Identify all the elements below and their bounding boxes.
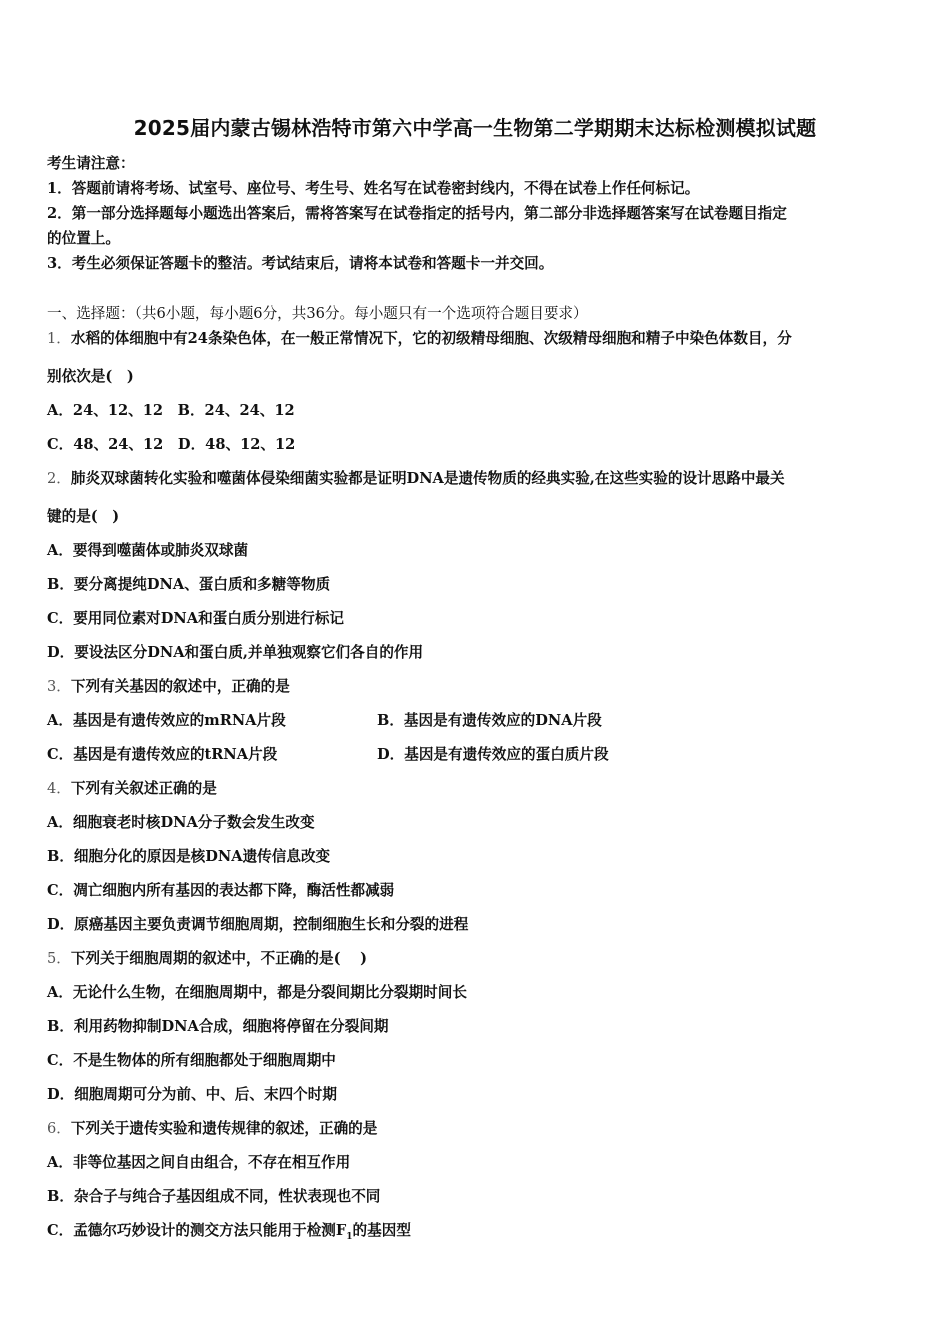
question-3-option-a: A．基因是有遗传效应的mRNA片段 — [47, 712, 286, 729]
notice-item-1: 1．答题前请将考场、试室号、座位号、考生号、姓名写在试卷密封线内，不得在试卷上作任何标记。 — [47, 180, 700, 197]
option-text: C．孟德尔巧妙设计的测交方法只能用于检测F — [47, 1222, 347, 1239]
question-number: 6． — [47, 1120, 71, 1137]
question-text: 下列关于细胞周期的叙述中，不正确的是( ) — [70, 950, 368, 967]
question-text: 下列有关基因的叙述中，正确的是 — [70, 678, 290, 695]
question-5-option-c: C．不是生物体的所有细胞都处于细胞周期中 — [47, 1052, 336, 1069]
question-4-option-b: B．细胞分化的原因是核DNA遗传信息改变 — [47, 848, 331, 865]
question-3-option-d: D．基因是有遗传效应的蛋白质片段 — [377, 746, 609, 763]
question-5-option-b: B．利用药物抑制DNA合成，细胞将停留在分裂间期 — [47, 1018, 389, 1035]
notice-heading: 考生请注意： — [47, 155, 135, 172]
question-3-option-b: B．基因是有遗传效应的DNA片段 — [377, 712, 602, 729]
question-2-option-d: D．要设法区分DNA和蛋白质,并单独观察它们各自的作用 — [47, 644, 424, 661]
question-1-options-ab: A．24、12、12 B．24、24、12 — [47, 402, 295, 419]
question-2-option-a: A．要得到噬菌体或肺炎双球菌 — [47, 542, 249, 559]
page-title: 2025届内蒙古锡林浩特市第六中学高一生物第二学期期末达标检测模拟试题 — [133, 116, 817, 140]
notice-item-2a: 2．第一部分选择题每小题选出答案后，需将答案写在试卷指定的括号内，第二部分非选择题答案写在试卷题目指定 — [47, 205, 787, 222]
question-text: 下列关于遗传实验和遗传规律的叙述，正确的是 — [70, 1120, 378, 1137]
question-number: 3． — [47, 678, 71, 695]
question-6-option-b: B．杂合子与纯合子基因组成不同，性状表现也不同 — [47, 1188, 381, 1205]
question-1-stem — [47, 327, 792, 348]
question-2-option-b: B．要分离提纯DNA、蛋白质和多糖等物质 — [47, 576, 331, 593]
question-5-option-d: D．细胞周期可分为前、中、后、末四个时期 — [47, 1086, 337, 1103]
question-6-option-a: A．非等位基因之间自由组合，不存在相互作用 — [47, 1154, 351, 1171]
question-6-stem — [47, 1117, 377, 1138]
question-text: 肺炎双球菌转化实验和噬菌体侵染细菌实验都是证明DNA是遗传物质的经典实验,在这些实验的设计思路中最关 — [70, 470, 785, 487]
question-1-options-cd: C．48、24、12 D．48、12、12 — [47, 436, 296, 453]
question-2-option-c: C．要用同位素对DNA和蛋白质分别进行标记 — [47, 610, 345, 627]
notice-item-2b: 的位置上。 — [47, 230, 120, 247]
question-4-stem — [47, 777, 217, 798]
question-text: 水稻的体细胞中有24条染色体，在一般正常情况下，它的初级精母细胞、次级精母细胞和精子中染色体数目，分 — [70, 330, 792, 347]
question-number: 4． — [47, 780, 71, 797]
question-1-stem-cont: 别依次是( ) — [47, 368, 134, 385]
section-heading: 一、选择题：（共6小题，每小题6分，共36分。每小题只有一个选项符合题目要求） — [47, 305, 588, 322]
question-3-option-c: C．基因是有遗传效应的tRNA片段 — [47, 746, 278, 763]
question-text: 下列有关叙述正确的是 — [70, 780, 217, 797]
question-number: 2． — [47, 470, 71, 487]
question-6-option-c — [47, 1219, 411, 1242]
option-text-end: 的基因型 — [352, 1222, 411, 1239]
question-5-stem — [47, 947, 367, 968]
question-4-option-a: A．细胞衰老时核DNA分子数会发生改变 — [47, 814, 315, 831]
question-number: 5． — [47, 950, 71, 967]
question-number: 1． — [47, 330, 71, 347]
notice-item-3: 3．考生必须保证答题卡的整洁。考试结束后，请将本试卷和答题卡一并交回。 — [47, 255, 554, 272]
subscript: 1 — [346, 1231, 353, 1242]
question-3-stem — [47, 675, 290, 696]
question-4-option-d: D．原癌基因主要负责调节细胞周期，控制细胞生长和分裂的进程 — [47, 916, 469, 933]
question-2-stem-cont: 键的是( ) — [47, 508, 120, 525]
question-4-option-c: C．凋亡细胞内所有基因的表达都下降，酶活性都减弱 — [47, 882, 395, 899]
question-2-stem — [47, 467, 785, 488]
question-5-option-a: A．无论什么生物，在细胞周期中，都是分裂间期比分裂期时间长 — [47, 984, 467, 1001]
